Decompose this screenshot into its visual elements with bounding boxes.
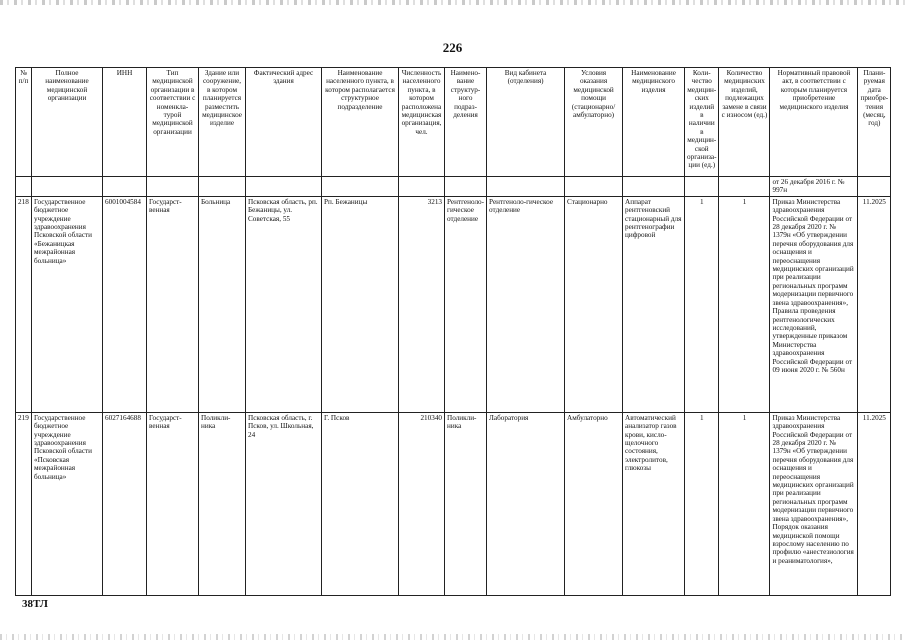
qty-replace: 1: [719, 196, 770, 412]
header-cell: Наименование медицинского изделия: [623, 68, 685, 177]
continuation-normative-act: от 26 декабря 2016 г. № 997н: [770, 177, 858, 197]
building: Больница: [199, 196, 246, 412]
org-name: Государственное бюджетное учреждение здравоохранения Псковской области «Бежаницкая межрайонная больница»: [32, 196, 103, 412]
scan-artifact-top: [0, 0, 905, 5]
inn: 6001004584: [103, 196, 147, 412]
address: Псковская область, г. Псков, ул. Школьная, 24: [246, 412, 322, 595]
inn: 6027164688: [103, 412, 147, 595]
qty-available: 1: [685, 412, 719, 595]
header-row: [16, 68, 891, 177]
conditions: Стационарно: [565, 196, 623, 412]
header-cell: Вид кабинета (отделения): [487, 68, 565, 177]
population: 3213: [399, 196, 445, 412]
header-cell: Условия оказания медицинской помощи (стационарно/амбулаторно): [565, 68, 623, 177]
header-cell: Наимено-вание структур-ного подраз-деления: [445, 68, 487, 177]
header-cell: Здание или сооружение, в котором планируется разместить медицинское изделие: [199, 68, 246, 177]
scan-artifact-bottom: [0, 634, 905, 640]
header-cell: Наименование населенного пункта, в котором располагается структурное подразделение: [322, 68, 399, 177]
planned-date: 11.2025: [858, 196, 891, 412]
population: 210340: [399, 412, 445, 595]
header-cell: № п/п: [16, 68, 32, 177]
continuation-row: [16, 177, 891, 197]
device: Аппарат рентгеновский стационарный для рентгенографии цифровой: [623, 196, 685, 412]
normative-act: Приказ Министерства здравоохранения Российской Федерации от 28 декабря 2020 г. № 1379н «Об утверждении перечня оборудования для оснащения и переоснащения медицинских организаций при реализации региональных программ модернизации первичного звена здравоохранения», Порядок оказания медицинской помощи взрослому населению по профилю «анестезиология и реаниматология»,: [770, 412, 858, 595]
conditions: Амбулаторно: [565, 412, 623, 595]
planned-date: 11.2025: [858, 412, 891, 595]
org-type: Государст-венная: [147, 412, 199, 595]
equipment-table: [15, 67, 891, 596]
subdivision: Поликли-ника: [445, 412, 487, 595]
building: Поликли-ника: [199, 412, 246, 595]
header-cell: Тип медицинской организации в соответствии с номенкла-турой медицинской организации: [147, 68, 199, 177]
device: Автоматический анализатор газов крови, кисло-щелочного состояния, электролитов, глюкозы: [623, 412, 685, 595]
header-cell: Фактический адрес здания: [246, 68, 322, 177]
settlement: Г. Псков: [322, 412, 399, 595]
header-cell: Количество медицинских изделий, подлежащих замене в связи с износом (ед.): [719, 68, 770, 177]
header-cell: Полное наименование медицинской организации: [32, 68, 103, 177]
header-cell: ИНН: [103, 68, 147, 177]
qty-available: 1: [685, 196, 719, 412]
qty-replace: 1: [719, 412, 770, 595]
header-cell: Численность населенного пункта, в котором расположена медицинская организация, чел.: [399, 68, 445, 177]
address: Псковская область, рп. Бежаницы, ул. Советская, 55: [246, 196, 322, 412]
header-cell: Коли-чество медицин-ских изделий в наличии в медицин-ской организа-ции (ед.): [685, 68, 719, 177]
table-row: [16, 196, 891, 412]
header-cell: Плани-руемая дата приобре-тения (месяц, год): [858, 68, 891, 177]
footer-code: 38ТЛ: [22, 598, 48, 610]
header-cell: Нормативный правовой акт, в соответствии с которым планируется приобретение медицинского изделия: [770, 68, 858, 177]
cabinet: Лаборатория: [487, 412, 565, 595]
page-number: 226: [442, 40, 463, 55]
cabinet: Рентгеноло-гическое отделение: [487, 196, 565, 412]
normative-act: Приказ Министерства здравоохранения Российской Федерации от 28 декабря 2020 г. № 1379н «Об утверждении перечня оборудования для оснащения и переоснащения медицинских организаций при реализации региональных программ модернизации первичного звена здравоохранения», Правила проведения рентгенологических исследований, утвержденные приказом Министерства здравоохранения Российской Федерации от 09 июня 2020 г. № 560н: [770, 196, 858, 412]
row-number: 219: [16, 412, 32, 595]
row-number: 218: [16, 196, 32, 412]
table-row: [16, 412, 891, 595]
org-name: Государственное бюджетное учреждение здравоохранения Псковской области «Псковская межрайонная больница»: [32, 412, 103, 595]
settlement: Рп. Бежаницы: [322, 196, 399, 412]
subdivision: Рентгеноло-гическое отделение: [445, 196, 487, 412]
org-type: Государст-венная: [147, 196, 199, 412]
